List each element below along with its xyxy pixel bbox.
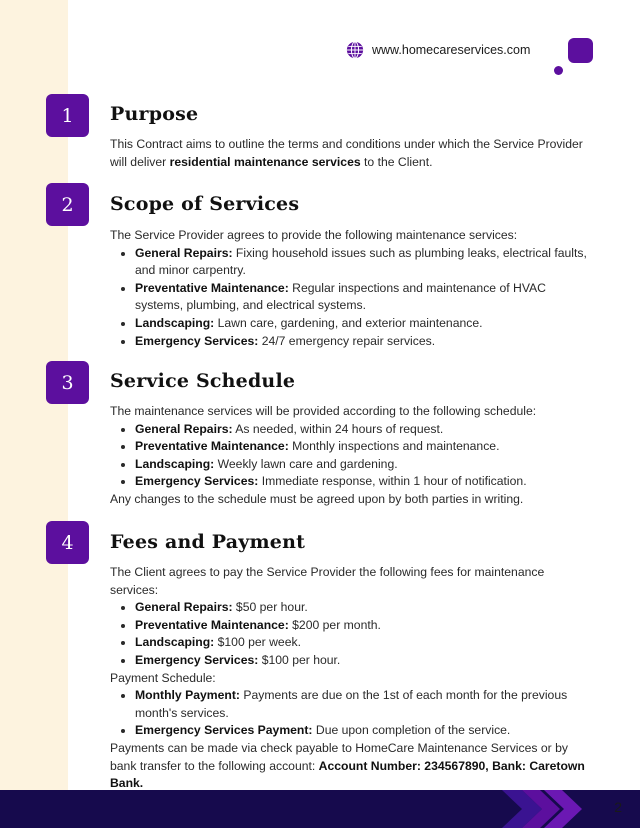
section-title-fees: Fees and Payment [110, 531, 306, 553]
payment-schedule-list [110, 687, 595, 740]
list-item: • Preventative Maintenance: Regular inspections and maintenance of HVAC systems, plumbing, and electrical systems. [135, 280, 595, 315]
section-number-badge: 1 [46, 94, 89, 137]
list-item: • Landscaping: $100 per week. [135, 634, 595, 652]
section-number-badge: 3 [46, 361, 89, 404]
section-body-scope [110, 227, 595, 350]
section-number-badge: 2 [46, 183, 89, 226]
list-item: • Emergency Services: 24/7 emergency repair services. [135, 333, 595, 351]
scope-intro: The Service Provider agrees to provide the following maintenance services: [110, 228, 518, 242]
decorative-dot [554, 66, 563, 75]
list-item: • General Repairs: As needed, within 24 hours of request. [135, 421, 595, 439]
section-title-schedule: Service Schedule [110, 370, 296, 392]
payment-schedule-label: Payment Schedule: [110, 670, 216, 685]
list-item: • Emergency Services Payment: Due upon completion of the service. [135, 722, 595, 740]
purpose-paragraph: This Contract aims to outline the terms and conditions under which the Service Provider will deliver residential maintenance services to the Client. [110, 137, 583, 169]
list-item: • Preventative Maintenance: Monthly inspections and maintenance. [135, 438, 595, 456]
chevron-arrows-icon [500, 790, 600, 828]
decorative-square [568, 38, 593, 63]
list-item: • Preventative Maintenance: $200 per month. [135, 617, 595, 635]
page-number: 2 [614, 799, 622, 815]
list-item: • Monthly Payment: Payments are due on the 1st of each month for the previous month's services. [135, 687, 595, 722]
fees-list [110, 599, 595, 669]
list-item: • General Repairs: $50 per hour. [135, 599, 595, 617]
list-item: • Landscaping: Weekly lawn care and gardening. [135, 456, 595, 474]
section-number-badge: 4 [46, 521, 89, 564]
section-title-scope: Scope of Services [110, 193, 300, 215]
fees-intro: The Client agrees to pay the Service Provider the following fees for maintenance services: [110, 565, 545, 597]
list-item: • Landscaping: Lawn care, gardening, and exterior maintenance. [135, 315, 595, 333]
schedule-list [110, 421, 595, 491]
website-header [346, 41, 530, 59]
payment-closing: Payments can be made via check payable to HomeCare Maintenance Services or by bank transfer to the following account: Account Number: 234567890, Bank: Caretown Bank. [110, 740, 585, 791]
schedule-outro: Any changes to the schedule must be agreed upon by both parties in writing. [110, 491, 524, 506]
globe-icon [346, 41, 364, 59]
schedule-intro: The maintenance services will be provided according to the following schedule: [110, 404, 537, 418]
scope-list [110, 245, 595, 351]
list-item: • General Repairs: Fixing household issues such as plumbing leaks, electrical faults, and minor carpentry. [135, 245, 595, 280]
list-item: • Emergency Services: Immediate response, within 1 hour of notification. [135, 473, 595, 491]
website-url[interactable]: www.homecareservices.com [372, 43, 531, 57]
section-body-fees [110, 564, 595, 793]
section-body-purpose [110, 136, 595, 171]
list-item: • Emergency Services: $100 per hour. [135, 652, 595, 670]
section-title-purpose: Purpose [110, 103, 199, 125]
section-body-schedule [110, 403, 595, 509]
